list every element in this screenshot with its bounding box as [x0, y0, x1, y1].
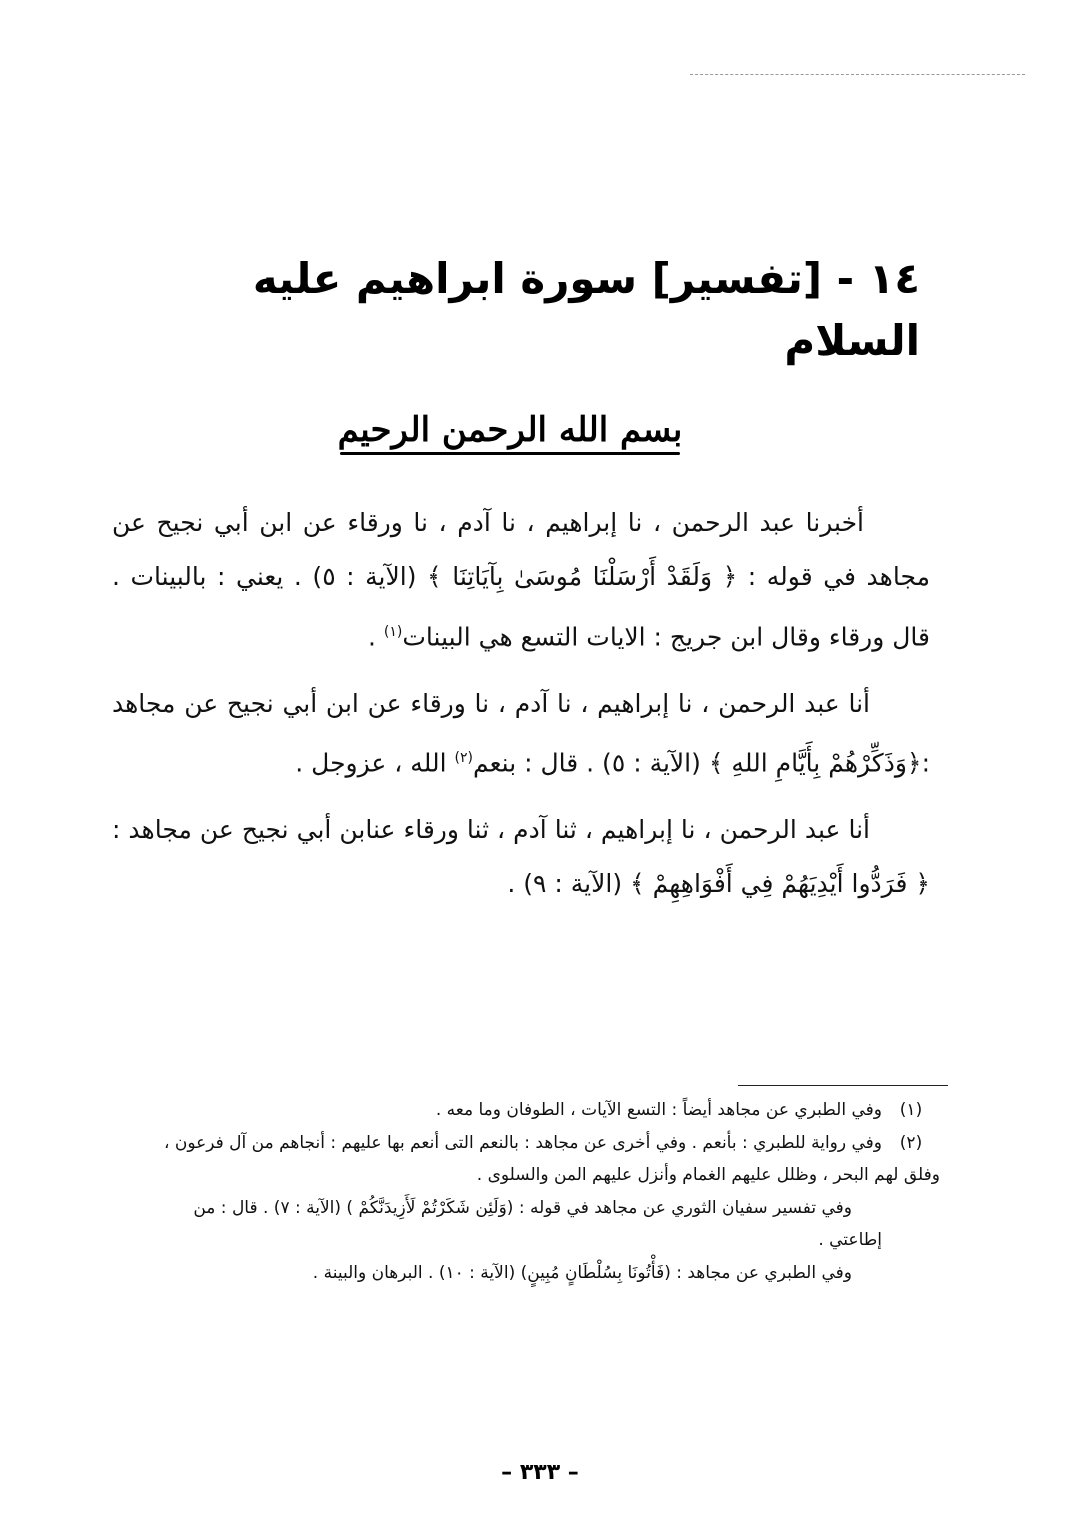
footnote-subparagraph: وفي تفسير سفيان الثوري عن مجاهد في قوله : (وَلَئِن شَكَرْتُمْ لَأَزِيدَنَّكُمْ ) (الآية : ٧) . قال : من إطاعتي . [193, 1197, 882, 1251]
main-text [112, 496, 930, 924]
paragraph-tail: الله ، عزوجل . [295, 748, 455, 778]
paragraph-tail: . [368, 622, 384, 652]
footnote-2-continuation [150, 1192, 940, 1290]
paragraph-text: أخبرنا عبد الرحمن ، نا إبراهيم ، نا آدم ، نا ورقاء عن ابن أبي نجيح عن مجاهد في قوله : ﴿ وَلَقَدْ أَرْسَلْنَا مُوسَىٰ بِآيَاتِنَا ﴾ (الآية : ٥) . يعني : بالبينات . قال ورقاء وقال ابن جريج : الايات التسع هي البينات [112, 508, 930, 652]
top-dashed-rule [690, 74, 1025, 75]
footnote-number: (٢) [899, 1132, 923, 1153]
page-number: – ٣٣٣ – [501, 1460, 579, 1485]
footnote-text: وفي الطبري عن مجاهد أيضاً : التسع الآيات ، الطوفان وما معه . [435, 1100, 882, 1120]
basmala-calligraphy [300, 410, 720, 455]
paragraph [112, 496, 930, 665]
footnote-text: وفي رواية للطبري : بأنعم . وفي أخرى عن مجاهد : بالنعم التى أنعم بها عليهم : أنجاهم من آل فرعون ، وفلق لهم البحر ، وظلل عليهم الغمام وأنزل عليهم المن والسلوى . [163, 1132, 940, 1186]
footnote-marker: (٢) [454, 749, 473, 766]
basmala-swash [340, 452, 680, 455]
footnote-1 [150, 1094, 940, 1127]
footnote-number: (١) [899, 1100, 923, 1120]
footnote-separator [738, 1085, 948, 1086]
footnote-2 [150, 1127, 940, 1192]
footnote-subparagraph: وفي الطبري عن مجاهد : (فَأْتُونَا بِسُلْطَانٍ مُبِينٍ) (الآية : ١٠) . البرهان والبينة . [312, 1262, 852, 1283]
chapter-title: ١٤ - [تفسير] سورة ابراهيم عليه السلام [252, 254, 920, 365]
paragraph [112, 677, 930, 791]
paragraph-text: أنا عبد الرحمن ، نا إبراهيم ، ثنا آدم ، ثنا ورقاء عنابن أبي نجيح عن مجاهد : ﴿ فَرَدُّوا أَيْدِيَهُمْ فِي أَفْوَاهِهِمْ ﴾ (الآية : ٩) . [112, 814, 930, 899]
basmala-text: بسم الله الرحمن الرحيم [337, 410, 683, 450]
footnote-marker: (١) [383, 623, 403, 640]
paragraph-text: أنا عبد الرحمن ، نا إبراهيم ، نا آدم ، نا ورقاء عن ابن أبي نجيح عن مجاهد :﴿وَذَكِّرْهُمْ بِأَيَّامِ اللهِ ﴾ (الآية : ٥) . قال : بنعم [112, 688, 930, 778]
footnotes [150, 1094, 940, 1290]
paragraph [112, 803, 930, 912]
